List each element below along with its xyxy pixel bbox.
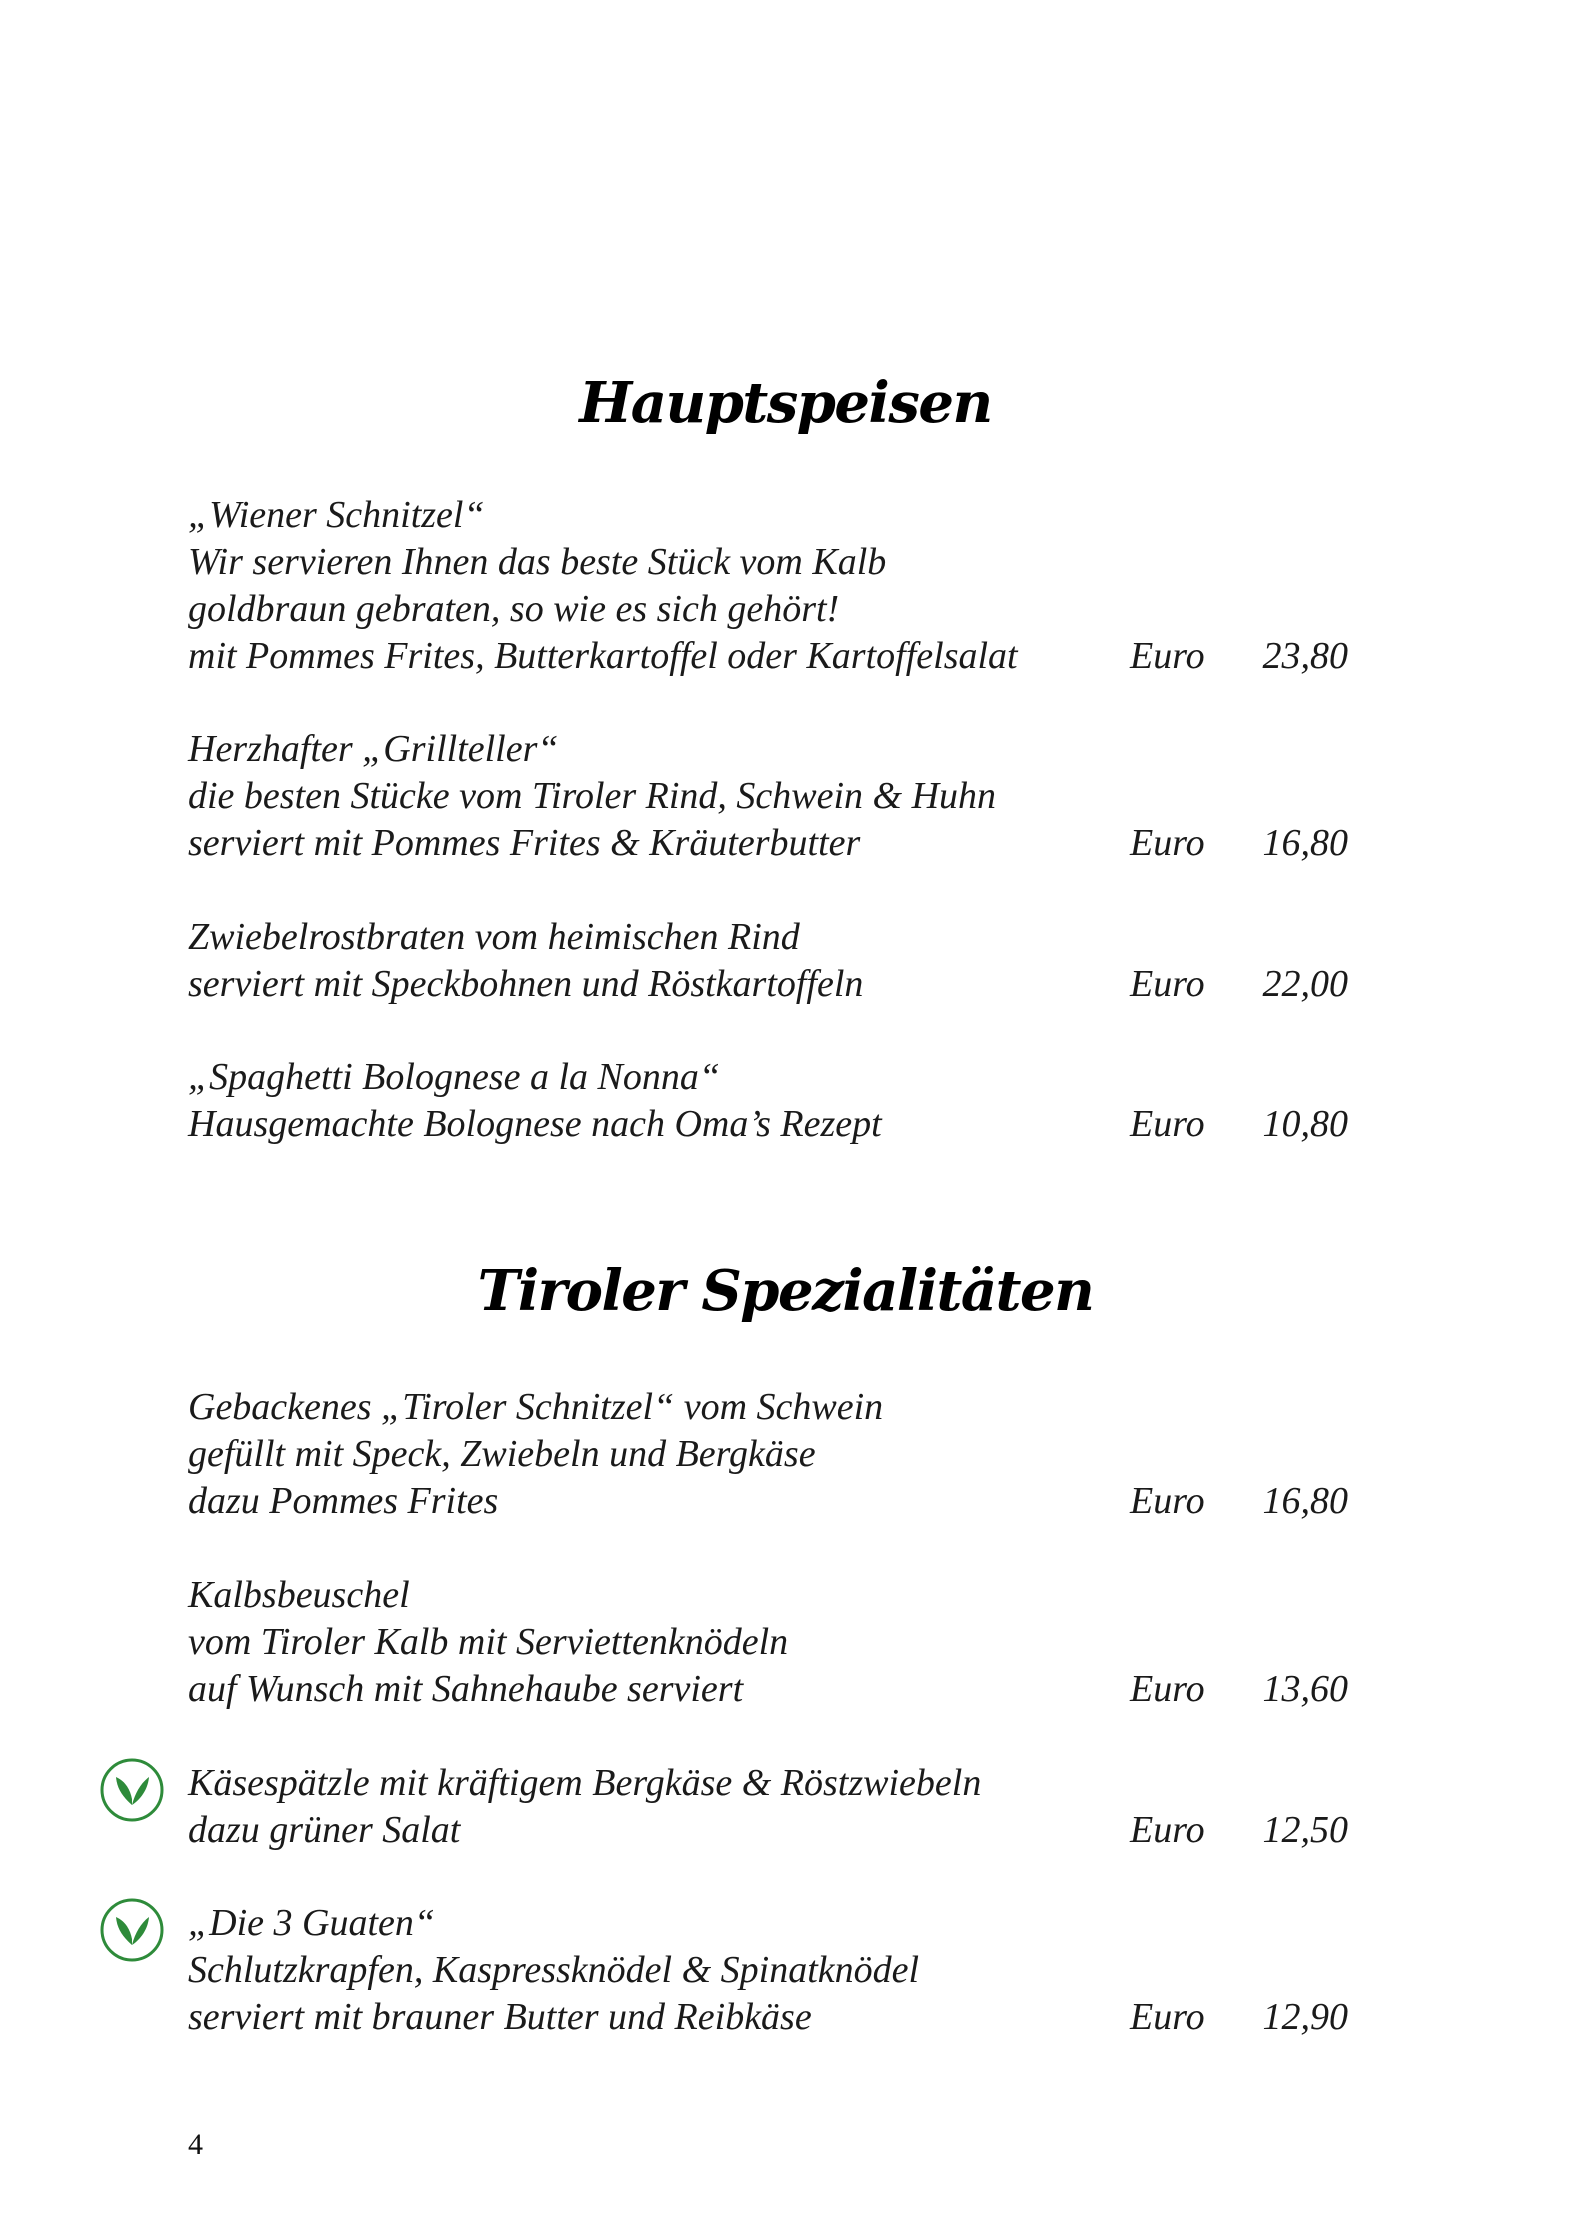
- item-price: 12,50: [1262, 1809, 1348, 1851]
- item-name: „Wiener Schnitzel“: [188, 494, 485, 536]
- item-description: die besten Stücke vom Tiroler Rind, Schwein & Huhn: [188, 775, 997, 817]
- menu-item: [188, 726, 1388, 867]
- item-description: vom Tiroler Kalb mit Serviettenknödeln: [188, 1621, 789, 1663]
- section-title-tiroler-spezialitaeten: Tiroler Spezialitäten: [477, 1258, 1094, 1324]
- item-description: gefüllt mit Speck, Zwiebeln und Bergkäse: [188, 1433, 816, 1475]
- section-title-hauptspeisen: Hauptspeisen: [579, 370, 992, 436]
- item-name: Gebackenes „Tiroler Schnitzel“ vom Schwein: [188, 1386, 884, 1428]
- item-description: dazu grüner Salat: [188, 1809, 461, 1851]
- item-price: 23,80: [1262, 635, 1348, 677]
- item-description-last: [188, 1666, 1388, 1713]
- page-number: 4: [188, 2128, 203, 2161]
- menu-item: [188, 1760, 1388, 1854]
- menu-item: [188, 492, 1388, 680]
- item-description: goldbraun gebraten, so wie es sich gehört!: [188, 588, 840, 630]
- item-description: Hausgemachte Bolognese nach Oma’s Rezept: [188, 1103, 882, 1145]
- item-currency: Euro: [1130, 1996, 1205, 2038]
- menu-item: [188, 1572, 1388, 1713]
- item-name: Käsespätzle mit kräftigem Bergkäse & Röstzwiebeln: [188, 1762, 982, 1804]
- menu-item: [188, 1900, 1388, 2041]
- item-description: auf Wunsch mit Sahnehaube serviert: [188, 1668, 744, 1710]
- item-description-last: [188, 961, 1388, 1008]
- item-description-last: [188, 1478, 1388, 1525]
- item-name: Zwiebelrostbraten vom heimischen Rind: [188, 916, 800, 958]
- item-description: dazu Pommes Frites: [188, 1480, 499, 1522]
- item-price: 13,60: [1262, 1668, 1348, 1710]
- item-price: 16,80: [1262, 1480, 1348, 1522]
- item-price: 16,80: [1262, 822, 1348, 864]
- item-price: 12,90: [1262, 1996, 1348, 2038]
- item-currency: Euro: [1130, 1809, 1205, 1851]
- item-name: Kalbsbeuschel: [188, 1574, 410, 1616]
- item-description: serviert mit brauner Butter und Reibkäse: [188, 1996, 812, 2038]
- item-name: „Spaghetti Bolognese a la Nonna“: [188, 1056, 720, 1098]
- leaf-icon: [99, 1897, 165, 1963]
- item-currency: Euro: [1130, 1103, 1205, 1145]
- item-description: Wir servieren Ihnen das beste Stück vom Kalb: [188, 541, 887, 583]
- menu-item: [188, 1054, 1388, 1148]
- item-description-last: [188, 633, 1388, 680]
- item-price: 10,80: [1262, 1103, 1348, 1145]
- item-currency: Euro: [1130, 822, 1205, 864]
- item-description-last: [188, 1807, 1388, 1854]
- item-description: serviert mit Pommes Frites & Kräuterbutter: [188, 822, 861, 864]
- item-name: Herzhafter „Grillteller“: [188, 728, 559, 770]
- item-description-last: [188, 820, 1388, 867]
- item-description-last: [188, 1994, 1388, 2041]
- item-currency: Euro: [1130, 635, 1205, 677]
- item-description: Schlutzkrapfen, Kaspressknödel & Spinatknödel: [188, 1949, 920, 1991]
- leaf-icon: [99, 1757, 165, 1823]
- menu-item: [188, 914, 1388, 1008]
- item-currency: Euro: [1130, 963, 1205, 1005]
- item-currency: Euro: [1130, 1668, 1205, 1710]
- menu-item: [188, 1384, 1388, 1525]
- item-description: serviert mit Speckbohnen und Röstkartoffeln: [188, 963, 864, 1005]
- item-description: mit Pommes Frites, Butterkartoffel oder Kartoffelsalat: [188, 635, 1018, 677]
- item-name: „Die 3 Guaten“: [188, 1902, 435, 1944]
- item-currency: Euro: [1130, 1480, 1205, 1522]
- item-description-last: [188, 1101, 1388, 1148]
- item-price: 22,00: [1262, 963, 1348, 1005]
